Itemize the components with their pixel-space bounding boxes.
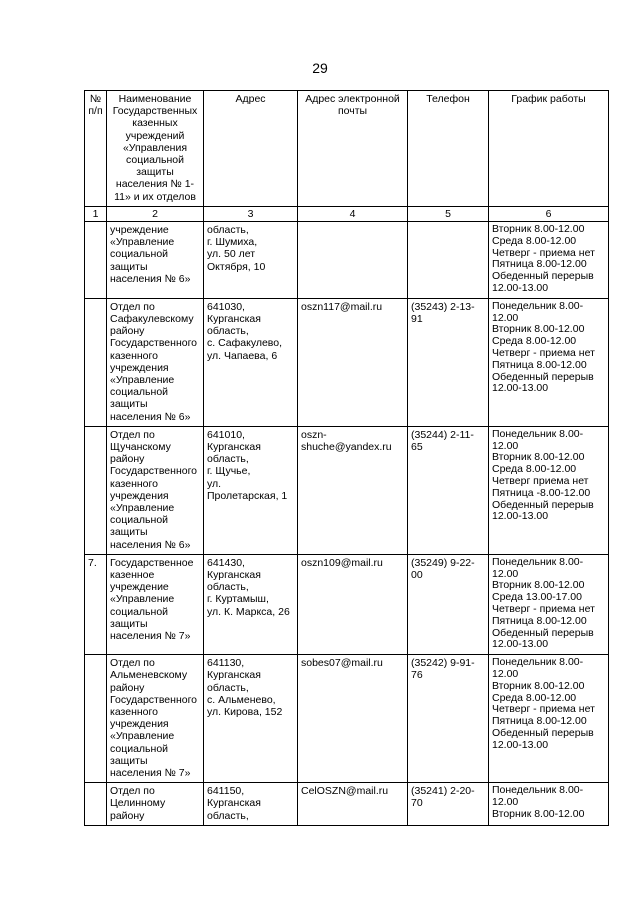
- phone-line: 70: [411, 797, 423, 810]
- address-line: ул.: [207, 477, 222, 490]
- email-line[interactable]: shuche@yandex.ru: [301, 441, 392, 454]
- text-line: №: [89, 93, 102, 105]
- header-schedule: [489, 91, 609, 207]
- institution-name-line: защиты: [110, 260, 148, 273]
- institutions-table: [84, 90, 609, 826]
- email-line[interactable]: oszn117@mail.ru: [301, 300, 383, 313]
- institution-name-line: населения № 7»: [110, 767, 191, 780]
- institution-name-cell: [107, 222, 204, 299]
- row-number-cell: [85, 783, 107, 826]
- address-line: область,: [207, 224, 249, 237]
- page-number: 29: [312, 60, 328, 76]
- table-row: [85, 655, 609, 783]
- institution-name-line: учреждение: [110, 224, 169, 237]
- email-line[interactable]: CelOSZN@mail.ru: [301, 785, 389, 798]
- institution-name-line: Сафакулевскому: [110, 313, 194, 326]
- schedule-line: Пятница 8.00-12.00: [492, 358, 587, 371]
- text-line: защиты: [136, 166, 174, 179]
- col-number: 3: [204, 206, 298, 221]
- schedule-line: Вторник 8.00-12.00: [492, 451, 585, 464]
- institution-name-line: «Управление: [110, 502, 175, 515]
- schedule-line: Четверг - приема нет: [492, 246, 595, 259]
- phone-line: (35243) 2-13-: [411, 300, 475, 313]
- address-line: ул. 50 лет: [207, 248, 256, 261]
- schedule-line: Пятница 8.00-12.00: [492, 614, 587, 627]
- table-row: [85, 783, 609, 826]
- institution-name-line: Государственное: [110, 556, 194, 569]
- schedule-line: Понедельник 8.00-: [492, 656, 584, 669]
- address-line: г. Куртамыш,: [207, 593, 269, 606]
- schedule-line: 12.00: [492, 311, 519, 324]
- table-row: [85, 222, 609, 299]
- address-line: область,: [207, 453, 249, 466]
- schedule-line: 12.00: [492, 796, 519, 809]
- address-line: Курганская: [207, 569, 261, 582]
- schedule-line: 12.00-13.00: [492, 510, 549, 523]
- phone-cell: [408, 298, 489, 426]
- institution-name-cell: [107, 783, 204, 826]
- text-line: п/п: [88, 105, 103, 118]
- col-number: 1: [85, 206, 107, 221]
- schedule-line: Четверг - приема нет: [492, 703, 595, 716]
- schedule-line: 12.00: [492, 567, 519, 580]
- email-cell: [298, 655, 408, 783]
- institution-name-line: населения № 6»: [110, 538, 191, 551]
- schedule-line: Вторник 8.00-12.00: [492, 807, 585, 820]
- institution-name-line: Отдел по: [110, 428, 155, 441]
- schedule-line: Среда 8.00-12.00: [492, 335, 577, 348]
- schedule-line: Понедельник 8.00-: [492, 784, 584, 797]
- text-line: График работы: [511, 93, 586, 105]
- institution-name-line: социальной: [110, 742, 169, 755]
- schedule-line: Среда 8.00-12.00: [492, 463, 577, 476]
- institution-name-line: социальной: [110, 248, 169, 261]
- address-line: Октября, 10: [207, 260, 266, 273]
- schedule-line: Пятница -8.00-12.00: [492, 486, 591, 499]
- schedule-cell: [489, 554, 609, 654]
- table-row: [85, 426, 609, 554]
- header-row: [85, 91, 609, 207]
- schedule-cell: [489, 783, 609, 826]
- institution-name-line: населения № 6»: [110, 410, 191, 423]
- phone-line: (35241) 2-20-: [411, 785, 475, 798]
- institution-name-line: населения № 7»: [110, 630, 191, 643]
- text-line: Адрес: [235, 93, 266, 105]
- institution-name-line: «Управление: [110, 236, 175, 249]
- row-number-cell: [85, 298, 107, 426]
- institution-name-line: учреждения: [110, 718, 169, 731]
- institution-name-line: казенного: [110, 349, 158, 362]
- phone-cell: [408, 554, 489, 654]
- schedule-line: Среда 8.00-12.00: [492, 691, 577, 704]
- phone-cell: [408, 655, 489, 783]
- institution-name-cell: [107, 426, 204, 554]
- schedule-cell: [489, 655, 609, 783]
- institution-name-line: казенного: [110, 706, 158, 719]
- schedule-line: Обеденный перерыв: [492, 370, 594, 383]
- email-cell: [298, 554, 408, 654]
- institution-name-cell: [107, 298, 204, 426]
- email-cell: [298, 783, 408, 826]
- phone-cell: [408, 426, 489, 554]
- institution-name-line: «Управление: [110, 593, 175, 606]
- address-line: Курганская: [207, 797, 261, 810]
- schedule-line: Вторник 8.00-12.00: [492, 223, 585, 236]
- address-cell: [204, 655, 298, 783]
- text-line: Наименование: [118, 93, 192, 105]
- address-line: 641030,: [207, 300, 245, 313]
- address-line: ул. Кирова, 152: [207, 706, 283, 719]
- institution-name-line: району: [110, 453, 145, 466]
- schedule-line: Пятница 8.00-12.00: [492, 715, 587, 728]
- address-line: г. Шумиха,: [207, 236, 258, 249]
- schedule-line: Обеденный перерыв: [492, 626, 594, 639]
- col-number: 2: [107, 206, 204, 221]
- phone-line: (35244) 2-11-: [411, 428, 474, 441]
- address-cell: [204, 554, 298, 654]
- institution-name-line: населения № 6»: [110, 272, 191, 285]
- schedule-line: 12.00-13.00: [492, 382, 549, 395]
- phone-line: 65: [411, 441, 423, 454]
- institution-name-line: Отдел по: [110, 300, 155, 313]
- address-line: Курганская: [207, 441, 261, 454]
- institution-name-line: социальной: [110, 386, 169, 399]
- text-line: почты: [337, 105, 368, 118]
- header-email: [298, 91, 408, 207]
- institution-name-line: Отдел по: [110, 785, 155, 798]
- address-line: область,: [207, 581, 249, 594]
- schedule-line: Обеденный перерыв: [492, 498, 594, 511]
- schedule-line: Обеденный перерыв: [492, 270, 594, 283]
- phone-cell: [408, 783, 489, 826]
- schedule-line: Четверг приема нет: [492, 475, 589, 488]
- column-number-row: [85, 206, 609, 221]
- institution-name-cell: [107, 655, 204, 783]
- email-cell: [298, 426, 408, 554]
- phone-cell: [408, 222, 489, 299]
- row-number-cell: 7.: [85, 554, 107, 654]
- institution-name-line: «Управление: [110, 374, 175, 387]
- phone-line: (35249) 9-22-: [411, 556, 475, 569]
- address-line: 641130,: [207, 657, 245, 670]
- institution-name-line: району: [110, 325, 145, 338]
- schedule-line: 12.00-13.00: [492, 738, 549, 751]
- address-line: область,: [207, 681, 249, 694]
- text-line: населения № 1-: [115, 178, 195, 191]
- institution-name-line: Целинному: [110, 797, 166, 810]
- institution-name-line: району: [110, 681, 145, 694]
- text-line: 11» и их отделов: [114, 190, 196, 203]
- institution-name-line: учреждения: [110, 489, 169, 502]
- address-line: с. Сафакулево,: [207, 337, 283, 350]
- schedule-line: Вторник 8.00-12.00: [492, 679, 585, 692]
- address-line: Пролетарская, 1: [207, 489, 288, 502]
- schedule-line: Четверг - приема нет: [492, 347, 595, 359]
- address-cell: [204, 298, 298, 426]
- schedule-line: Среда 13.00-17.00: [492, 591, 582, 604]
- email-cell: [298, 222, 408, 299]
- institution-name-line: защиты: [110, 526, 148, 539]
- institution-name-line: социальной: [110, 514, 169, 527]
- address-line: ул. К. Маркса, 26: [207, 605, 290, 618]
- address-line: 641430,: [207, 556, 245, 569]
- schedule-cell: [489, 298, 609, 426]
- address-cell: [204, 426, 298, 554]
- institution-name-line: учреждения: [110, 361, 169, 374]
- row-number-cell: [85, 426, 107, 554]
- row-number-cell: [85, 222, 107, 299]
- schedule-line: Четверг - приема нет: [492, 603, 595, 616]
- text-line: «Управления: [122, 141, 188, 154]
- schedule-line: 12.00-13.00: [492, 282, 549, 295]
- address-line: область,: [207, 325, 249, 338]
- institution-name-cell: [107, 554, 204, 654]
- table-row: [85, 554, 609, 654]
- header-num: [85, 91, 107, 207]
- institution-name-line: защиты: [110, 398, 148, 411]
- email-line[interactable]: oszn109@mail.ru: [301, 556, 383, 569]
- phone-line: (35242) 9-91-: [411, 657, 475, 670]
- address-line: ул. Чапаева, 6: [207, 349, 278, 362]
- col-number: 6: [489, 206, 609, 221]
- schedule-line: 12.00: [492, 668, 519, 681]
- header-phone: [408, 91, 489, 207]
- address-line: с. Альменево,: [207, 693, 276, 706]
- institution-name-line: социальной: [110, 605, 169, 618]
- schedule-line: Вторник 8.00-12.00: [492, 323, 585, 336]
- institution-name-line: защиты: [110, 754, 148, 767]
- email-line[interactable]: sobes07@mail.ru: [301, 657, 383, 670]
- header-address: [204, 91, 298, 207]
- schedule-line: Понедельник 8.00-: [492, 555, 584, 568]
- text-line: казенных: [132, 117, 178, 130]
- col-number: 4: [298, 206, 408, 221]
- institution-name-line: защиты: [110, 617, 148, 630]
- schedule-line: Понедельник 8.00-: [492, 427, 584, 440]
- address-cell: [204, 222, 298, 299]
- schedule-line: 12.00: [492, 439, 519, 452]
- institution-name-line: Альменевскому: [110, 669, 188, 682]
- institution-name-line: Щучанскому: [110, 441, 171, 454]
- address-line: 641150,: [207, 785, 245, 798]
- phone-line: 76: [411, 669, 423, 682]
- institution-name-line: казенное: [110, 569, 155, 582]
- schedule-line: 12.00-13.00: [492, 638, 549, 651]
- institution-name-line: району: [110, 809, 145, 822]
- schedule-line: Пятница 8.00-12.00: [492, 258, 587, 271]
- email-cell: [298, 298, 408, 426]
- text-line: Адрес электронной: [305, 93, 400, 105]
- schedule-cell: [489, 222, 609, 299]
- address-cell: [204, 783, 298, 826]
- institution-name-line: учреждение: [110, 581, 169, 594]
- institution-name-line: казенного: [110, 477, 158, 490]
- address-line: Курганская: [207, 669, 261, 682]
- institution-name-line: Отдел по: [110, 657, 155, 670]
- table-row: [85, 298, 609, 426]
- phone-line: 00: [411, 569, 423, 582]
- phone-line: 91: [411, 313, 423, 326]
- text-line: социальной: [125, 154, 185, 167]
- institution-name-line: Государственного: [110, 693, 198, 706]
- text-line: учреждений: [125, 129, 185, 142]
- address-line: 641010,: [207, 428, 245, 441]
- address-line: Курганская: [207, 313, 261, 326]
- text-line: Государственных: [112, 105, 198, 118]
- row-number-cell: [85, 655, 107, 783]
- email-line[interactable]: oszn-: [301, 428, 327, 441]
- schedule-line: Обеденный перерыв: [492, 727, 594, 740]
- schedule-line: Среда 8.00-12.00: [492, 234, 577, 247]
- institution-name-line: «Управление: [110, 730, 175, 743]
- schedule-line: Вторник 8.00-12.00: [492, 579, 585, 592]
- address-line: область,: [207, 809, 249, 822]
- page-bottom-margin: [0, 848, 640, 905]
- schedule-line: Понедельник 8.00-: [492, 299, 584, 312]
- header-name: [107, 91, 204, 207]
- col-number: 5: [408, 206, 489, 221]
- schedule-cell: [489, 426, 609, 554]
- address-line: г. Щучье,: [207, 465, 251, 478]
- text-line: Телефон: [426, 93, 470, 105]
- institution-name-line: Государственного: [110, 465, 198, 478]
- institution-name-line: Государственного: [110, 337, 198, 350]
